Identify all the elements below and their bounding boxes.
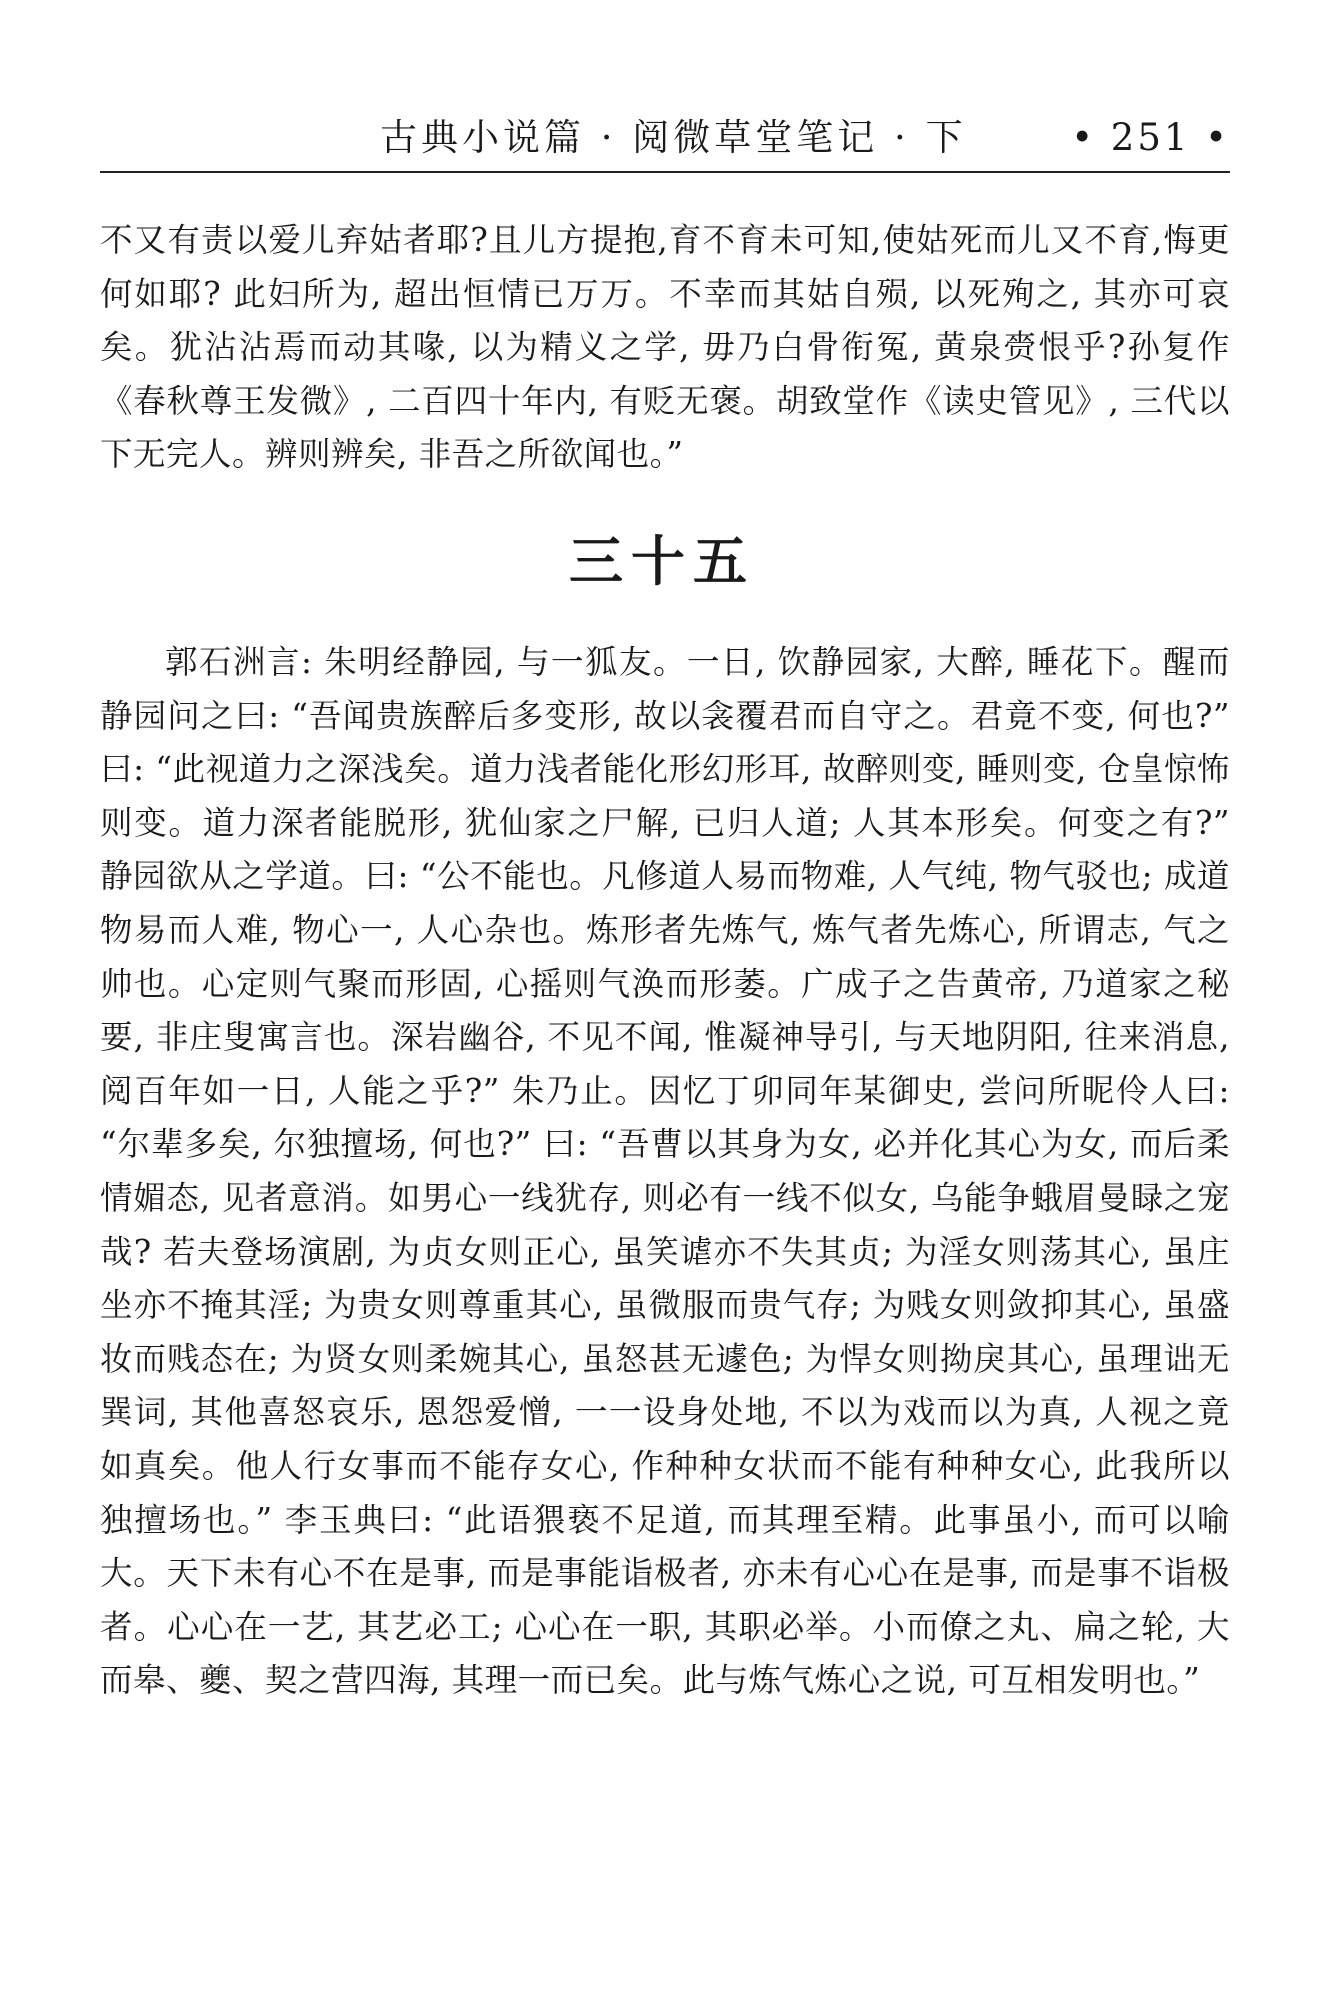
section-heading: 三十五: [569, 530, 755, 593]
running-header: [100, 108, 1230, 168]
section-paragraph: 郭石洲言: 朱明经静园, 与一狐友。一日, 饮静园家, 大醉, 睡花下。醒而静园问之曰: “吾闻贵族醉后多变形, 故以衾覆君而自守之。君竟不变, 何也?” 曰: “此视道力之深浅矣。道力浅者能化形幻形耳, 故醉则变, 睡则变, 仓皇惊怖则变。道力深者能脱形, 犹仙家之尸解, 已归人道; 人其本形矣。何变之有?” 静园欲从之学道。曰: “公不能也。凡修道人易而物难, 人气纯, 物气驳也; 成道物易而人难, 物心一, 人心杂也。炼形者先炼气, 炼气者先炼心, 所谓志, 气之帅也。心定则气聚而形固, 心摇则气涣而形萎。广成子之告黄帝, 乃道家之秘要, 非庄叟寓言也。深岩幽谷, 不见不闻, 惟凝神导引, 与天地阴阳, 往来消息, 阅百年如一日, 人能之乎?” 朱乃止。因忆丁卯同年某御史, 尝问所昵伶人曰: “尔辈多矣, 尔独擅场, 何也?” 曰: “吾曹以其身为女, 必并化其心为女, 而后柔情媚态, 见者意消。如男心一线犹存, 则必有一线不似女, 乌能争蛾眉曼睩之宠哉? 若夫登场演剧, 为贞女则正心, 虽笑谑亦不失其贞; 为淫女则荡其心, 虽庄坐亦不掩其淫; 为贵女则尊重其心, 虽微服而贵气存; 为贱女则敛抑其心, 虽盛妆而贱态在; 为贤女则柔婉其心, 虽怒甚无遽色; 为悍女则拗戾其心, 虽理诎无巽词, 其他喜怒哀乐, 恩怨爱憎, 一一设身处地, 不以为戏而以为真, 人视之竟如真矣。他人行女事而不能存女心, 作种种女状而不能有种种女心, 此我所以独擅场也。” 李玉典曰: “此语猥亵不足道, 而其理至精。此事虽小, 而可以喻大。天下未有心不在是事, 而是事能诣极者, 亦未有心心在是事, 而是事不诣极者。心心在一艺, 其艺必工; 心心在一职, 其职必举。小而僚之丸、扁之轮, 大而皋、夔、契之营四海, 其理一而已矣。此与炼气炼心之说, 可互相发明也。”: [100, 643, 1230, 1700]
continued-paragraph-text: 不又有责以爱儿弃姑者耶?且儿方提抱,育不育未可知,使姑死而儿又不育,悔更何如耶? 此妇所为, 超出恒情已万万。不幸而其姑自殒, 以死殉之, 其亦可哀矣。犹沾沾焉而动其喙, 以为精义之学, 毋乃白骨衔冤, 黄泉赍恨乎?孙复作《春秋尊王发微》, 二百四十年内, 有贬无褒。胡致堂作《读史管见》, 三代以下无完人。辨则辨矣, 非吾之所欲闻也。”: [100, 221, 1230, 474]
running-title: 古典小说篇 · 阅微草堂笔记 · 下: [380, 116, 967, 159]
section-body: [100, 636, 1230, 1708]
continued-paragraph: [100, 214, 1230, 482]
header-rule: [100, 171, 1230, 173]
page-number: • 251 •: [1071, 116, 1230, 159]
